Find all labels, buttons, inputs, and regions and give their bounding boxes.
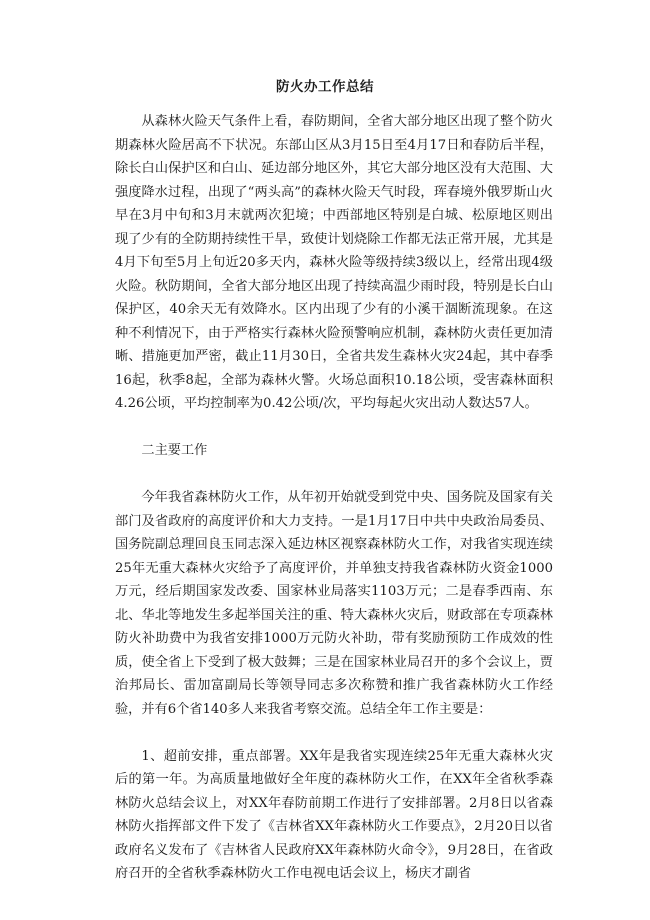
section-heading-main-work: 二主要工作 <box>141 443 208 458</box>
paragraph-fire-danger-overview: 从森林火险天气条件上看，春防期间，全省大部分地区出现了整个防火期森林火险居高不下状况。东部山区从3月15日至4月17日和春防后半程，除长白山保护区和白山、延边部分地区外，其它大部分地区没有大范围、大强度降水过程，出现了“两头高”的森林火险天气时段，珲春境外俄罗斯山火早在3月中旬和3月末就两次犯境；中西部地区特别是白城、松原地区则出现了少有的全防期持续性干旱，致使计划烧除工作都无法正常开展，尤其是4月下旬至5月上旬近20多天内，森林火险等级持续3级以上，经常出现4级火险。秋防期间，全省大部分地区出现了持续高温少雨时段，特别是长白山保护区，40余天无有效降水。区内出现了少有的小溪干涸断流现象。在这种不利情况下，由于严格实行森林火险预警响应机制，森林防火责任更加清晰、措施更加严密，截止11月30日，全省共发生森林火灾24起，其中春季16起，秋季8起，全部为森林火警。火场总面积10.18公顷，受害森林面积4.26公顷，平均控制率为0.42公顷/次，平均每起火灾出动人数达57人。 <box>115 114 553 411</box>
paragraph-main-work-summary: 今年我省森林防火工作，从年初开始就受到党中央、国务院及国家有关部门及省政府的高度评价和大力支持。一是1月17日中共中央政治局委员、国务院副总理回良玉同志深入延边林区视察森林防火工作，对我省实现连续25年无重大森林火灾给予了高度评价，并单独支持我省森林防火资金1000万元，经后期国家发改委、国家林业局落实1103万元；二是春季西南、东北、华北等地发生多起举国关注的重、特大森林火灾后，财政部在专项森林防火补助费中为我省安排1000万元防火补助，带有奖励预防工作成效的性质，使全省上下受到了极大鼓舞；三是在国家林业局召开的多个会议上，贾治邦局长、雷加富副局长等领导同志多次称赞和推广我省森林防火工作经验，并有6个省140多人来我省考察交流。总结全年工作主要是： <box>115 490 553 717</box>
document-title: 防火办工作总结 <box>276 79 374 95</box>
document-body <box>115 110 553 886</box>
paragraph-advance-arrangement: 1、超前安排，重点部署。XX年是我省实现连续25年无重大森林火灾后的第一年。为高质量地做好全年度的森林防火工作，在XX年全省秋季森林防火总结会议上，对XX年春防前期工作进行了安排部署。2月8日以省森林防火指挥部文件下发了《吉林省XX年森林防火工作要点》，2月20日以省政府名义发布了《吉林省人民政府XX年森林防火命令》，9月28日，在省政府召开的全省秋季森林防火工作电视电话会议上，杨庆才副省 <box>115 748 553 881</box>
